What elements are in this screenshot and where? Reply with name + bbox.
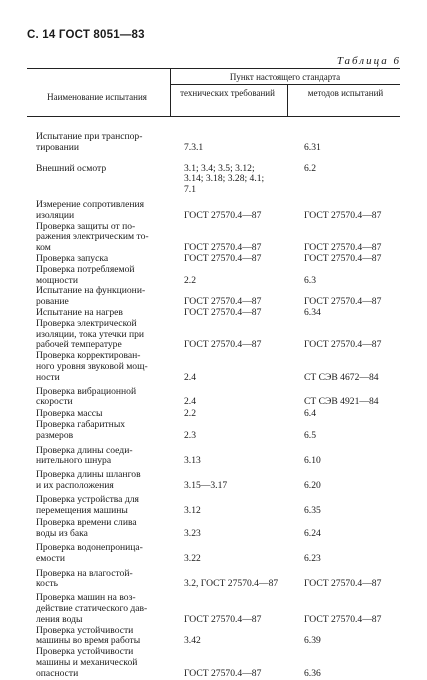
test-name-line: Проверка длины шлангов [36, 469, 141, 481]
requirements-clause-line: 2.4 [184, 371, 196, 383]
methods-clause-line: 6.10 [304, 455, 321, 467]
methods-clause-line: 6.35 [304, 504, 321, 516]
test-name-line: изоляции, тока утечки при [36, 328, 145, 340]
requirements-clause-line: 3.14; 3.18; 3.28; 4.1; [184, 173, 265, 185]
requirements-clause [184, 211, 296, 222]
test-name-line: ного уровня звуковой мощ- [36, 360, 148, 372]
test-name [36, 387, 168, 409]
methods-clause [304, 579, 416, 590]
requirements-clause-line: ГОСТ 27570.4—87 [184, 242, 262, 254]
methods-clause [304, 636, 416, 647]
test-name [36, 470, 168, 492]
test-name-line: Проверка устойчивости [36, 646, 134, 658]
requirements-clause-line: 3.2, ГОСТ 27570.4—87 [184, 578, 279, 590]
requirements-clause [184, 554, 296, 565]
methods-clause [304, 254, 416, 265]
requirements-clause [184, 456, 296, 467]
methods-clause [304, 431, 416, 442]
test-name-line: кость [36, 578, 59, 590]
test-name [36, 569, 168, 591]
methods-clause-line: ГОСТ 27570.4—87 [304, 296, 382, 308]
test-name-line: Проверка запуска [36, 253, 109, 264]
requirements-clause [184, 254, 296, 265]
methods-clause-line: ГОСТ 27570.4—87 [304, 253, 382, 264]
test-name-line: Испытание при транспор- [36, 131, 143, 142]
requirements-clause [184, 340, 296, 351]
test-name-line: Проверка устойчивости [36, 624, 134, 636]
requirements-clause [184, 431, 296, 442]
requirements-clause-line: 2.2 [184, 274, 196, 286]
test-name-line: Внешний осмотр [36, 162, 107, 174]
test-name-line: и их расположения [36, 479, 114, 491]
methods-clause [304, 143, 416, 154]
methods-clause-line: 6.3 [304, 274, 316, 286]
requirements-clause [184, 373, 296, 384]
test-name [36, 626, 168, 648]
test-name-line: опасности [36, 667, 79, 679]
test-name-line: тировании [36, 141, 79, 153]
requirements-clause [184, 143, 296, 154]
test-name [36, 593, 168, 625]
methods-clause [304, 554, 416, 565]
methods-clause-line: ГОСТ 27570.4—87 [304, 242, 382, 254]
header-bottom-rule [27, 116, 400, 117]
requirements-clause [184, 481, 296, 492]
test-name-line: Проверка на влагостой- [36, 567, 133, 579]
methods-clause-line: 6.23 [304, 552, 321, 564]
test-name-line: Проверка защиты от по- [36, 220, 136, 232]
requirements-clause [184, 164, 296, 196]
requirements-clause-line: 3.42 [184, 635, 201, 647]
methods-clause [304, 615, 416, 626]
methods-clause-line: 6.5 [304, 429, 316, 441]
test-name [36, 286, 168, 308]
methods-clause [304, 397, 416, 408]
requirements-clause-line: ГОСТ 27570.4—87 [184, 339, 262, 351]
methods-clause-line: ГОСТ 27570.4—87 [304, 578, 382, 590]
test-name-line: Проверка устройства для [36, 493, 139, 505]
requirements-clause-line: 2.2 [184, 408, 196, 420]
test-name [36, 543, 168, 565]
test-name-line: воды из бака [36, 528, 88, 540]
test-name-line: Проверка габаритных [36, 419, 126, 430]
test-name-line: Проверка длины соеди- [36, 444, 133, 456]
test-name-line: машины и механической [36, 656, 138, 668]
methods-clause-line: СТ СЭВ 4921—84 [304, 396, 379, 408]
methods-clause [304, 481, 416, 492]
requirements-clause [184, 636, 296, 647]
methods-clause [304, 164, 416, 175]
requirements-clause-line: ГОСТ 27570.4—87 [184, 296, 262, 308]
test-name-line: машины во время работы [36, 635, 141, 647]
test-name [36, 351, 168, 383]
test-name-line: Проверка времени слива [36, 517, 137, 529]
test-name-line: ности [36, 371, 60, 383]
test-name-line: Проверка вибрационной [36, 385, 137, 397]
requirements-clause-line: 3.1; 3.4; 3.5; 3.12; [184, 162, 255, 174]
methods-clause-line: ГОСТ 27570.4—87 [304, 339, 382, 351]
test-name-line: рование [36, 296, 69, 308]
requirements-clause [184, 409, 296, 420]
requirements-clause [184, 308, 296, 319]
requirements-clause [184, 397, 296, 408]
group-rule [170, 84, 400, 85]
test-name-line: Проверка электрической [36, 317, 137, 329]
test-name [36, 647, 168, 679]
methods-clause-line: СТ СЭВ 4672—84 [304, 371, 379, 383]
test-name-line: Проверка массы [36, 408, 103, 420]
test-name-line: Испытание на нагрев [36, 307, 123, 318]
requirements-clause-line: ГОСТ 27570.4—87 [184, 307, 262, 318]
test-name [36, 495, 168, 517]
test-name-line: скорости [36, 396, 73, 408]
requirements-clause-line: 3.12 [184, 504, 201, 516]
requirements-clause-line: ГОСТ 27570.4—87 [184, 613, 262, 625]
requirements-clause [184, 276, 296, 287]
methods-clause [304, 409, 416, 420]
methods-clause-line: 6.31 [304, 141, 321, 153]
test-name [36, 265, 168, 287]
methods-clause [304, 340, 416, 351]
test-name-line: рабочей температуре [36, 339, 122, 351]
requirements-clause [184, 529, 296, 540]
test-name-line: нительного шнура [36, 455, 112, 467]
test-name-line: Проверка корректирован- [36, 350, 141, 362]
column-header-requirements: технических требований [180, 88, 275, 98]
methods-clause [304, 373, 416, 384]
column-header-group: Пункт настоящего стандарта [229, 72, 341, 82]
test-name-line: изоляции [36, 209, 75, 221]
test-name-line: Проверка потребляемой [36, 263, 135, 275]
methods-clause [304, 506, 416, 517]
methods-clause-line: 6.39 [304, 635, 321, 647]
methods-clause [304, 529, 416, 540]
methods-clause-line: 6.24 [304, 528, 321, 540]
test-name [36, 132, 168, 154]
test-name [36, 319, 168, 351]
requirements-clause-line: 7.1 [184, 184, 196, 196]
requirements-clause [184, 669, 296, 680]
test-name [36, 164, 168, 175]
column-header-name: Наименование испытания [47, 92, 147, 102]
test-name [36, 420, 168, 442]
test-name-line: ком [36, 242, 51, 254]
requirements-clause-line: 3.15—3.17 [184, 479, 228, 491]
methods-clause [304, 669, 416, 680]
methods-clause [304, 276, 416, 287]
methods-clause-line: ГОСТ 27570.4—87 [304, 613, 382, 625]
methods-clause-line: 6.34 [304, 307, 321, 318]
test-name-line: размеров [36, 429, 74, 441]
test-name-line: действие статического дав- [36, 602, 148, 614]
test-name-line: Испытание на функциони- [36, 285, 146, 297]
test-name [36, 446, 168, 468]
test-name-line: Измерение сопротивления [36, 199, 145, 210]
test-name [36, 222, 168, 254]
methods-clause-line: 6.4 [304, 408, 316, 420]
table-title: Таблица 6 [336, 55, 401, 67]
page-header: С. 14 ГОСТ 8051—83 [27, 29, 145, 41]
test-name-line: ления воды [36, 613, 83, 625]
methods-clause-line: 6.20 [304, 479, 321, 491]
requirements-clause [184, 506, 296, 517]
test-name [36, 200, 168, 222]
requirements-clause-line: 2.4 [184, 396, 196, 408]
test-name-line: ражения электрическим то- [36, 231, 149, 243]
methods-clause-line: ГОСТ 27570.4—87 [304, 209, 382, 221]
test-name-line: емости [36, 552, 65, 564]
table-top-rule [27, 68, 400, 69]
test-name-line: Проверка машин на воз- [36, 592, 136, 604]
methods-clause-line: 6.2 [304, 162, 316, 174]
requirements-clause-line: 2.3 [184, 429, 196, 441]
requirements-clause-line: ГОСТ 27570.4—87 [184, 209, 262, 221]
methods-clause [304, 211, 416, 222]
test-name-line: Проверка водонепроница- [36, 542, 143, 553]
requirements-clause-line: 3.22 [184, 552, 201, 564]
requirements-clause [184, 579, 296, 590]
methods-clause [304, 308, 416, 319]
column-header-methods: методов испытаний [307, 88, 384, 98]
test-name-line: перемещения машины [36, 504, 128, 516]
methods-clause [304, 456, 416, 467]
requirements-clause-line: 3.23 [184, 528, 201, 540]
test-name-line: мощности [36, 274, 79, 286]
test-name [36, 518, 168, 540]
requirements-clause-line: ГОСТ 27570.4—87 [184, 253, 262, 264]
requirements-clause [184, 615, 296, 626]
requirements-clause-line: 7.3.1 [184, 141, 204, 153]
requirements-clause-line: 3.13 [184, 455, 201, 467]
requirements-clause-line: ГОСТ 27570.4—87 [184, 667, 262, 679]
methods-clause-line: 6.36 [304, 667, 321, 679]
